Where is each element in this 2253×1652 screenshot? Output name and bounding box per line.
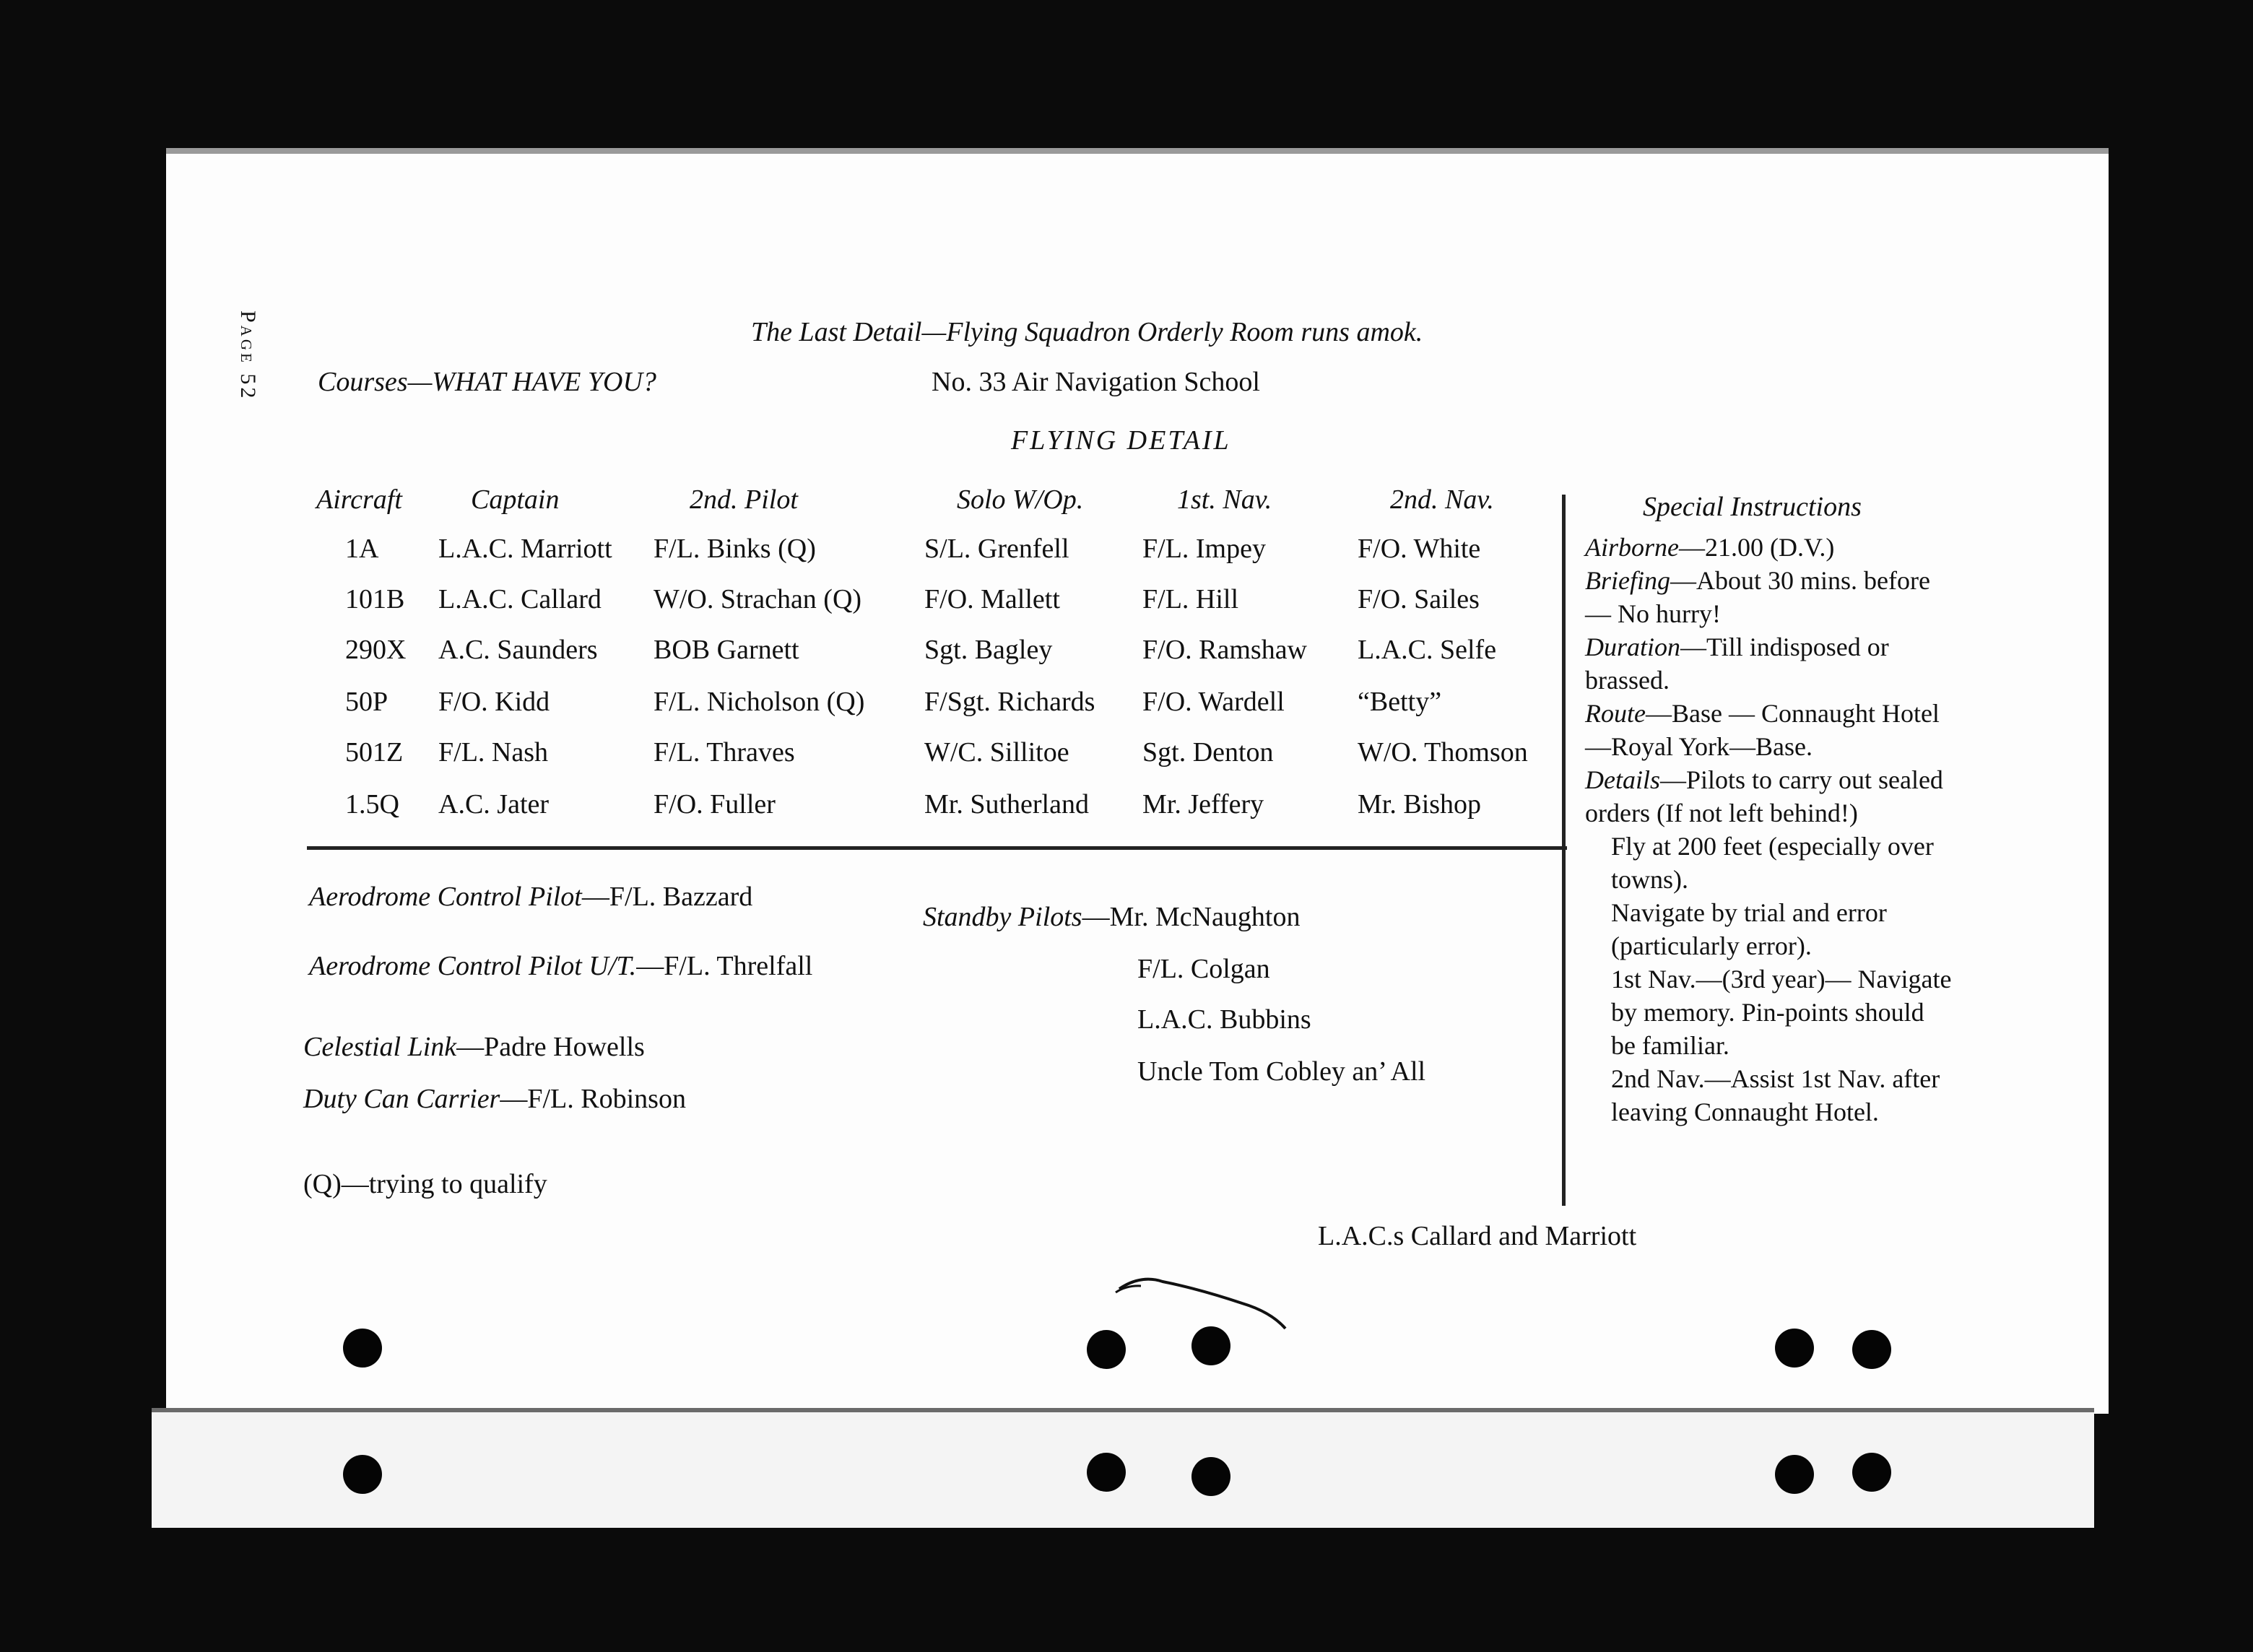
role-duty-can-carrier: Duty Can Carrier—F/L. Robinson: [303, 1084, 686, 1114]
cell-solo-wop: W/C. Sillitoe: [924, 737, 1069, 768]
cell-aircraft: 290X: [345, 635, 407, 665]
si-navigate-trial: Navigate by trial and error (particularly error).: [1611, 898, 1887, 960]
punch-hole: [343, 1455, 382, 1494]
qualify-note: (Q)—trying to qualify: [303, 1169, 547, 1199]
si-briefing: Briefing—About 30 mins. before— No hurry!: [1585, 566, 1930, 628]
subtitle: The Last Detail—Flying Squadron Orderly Room runs amok.: [751, 317, 1423, 347]
cell-second-pilot: F/O. Fuller: [654, 789, 776, 820]
cell-first-nav: Mr. Jeffery: [1142, 789, 1264, 820]
punch-hole: [1775, 1329, 1814, 1368]
cell-aircraft: 1A: [345, 534, 379, 564]
standby-pilot-3: L.A.C. Bubbins: [1137, 1004, 1311, 1035]
column-divider: [1562, 495, 1566, 1206]
special-instructions-title: Special Instructions: [1643, 492, 1862, 522]
cell-aircraft: 501Z: [345, 737, 404, 768]
cell-aircraft: 1.5Q: [345, 789, 399, 820]
cell-solo-wop: F/Sgt. Richards: [924, 687, 1095, 717]
si-route: Route—Base — Connaught Hotel—Royal York—Base.: [1585, 699, 1940, 761]
punch-hole: [1852, 1330, 1891, 1369]
cell-aircraft: 50P: [345, 687, 388, 717]
si-duration: Duration—Till indisposed or brassed.: [1585, 632, 1889, 695]
special-instructions: [1585, 531, 1953, 1129]
col-solo-wop: Solo W/Op.: [957, 484, 1084, 515]
punch-hole: [1087, 1453, 1126, 1492]
cell-captain: L.A.C. Marriott: [438, 534, 612, 564]
standby-pilot-1: Standby Pilots—Mr. McNaughton: [923, 902, 1301, 932]
cell-solo-wop: Sgt. Bagley: [924, 635, 1053, 665]
table-divider: [307, 846, 1567, 850]
detail-title: FLYING DETAIL: [1011, 425, 1231, 456]
cell-captain: A.C. Jater: [438, 789, 550, 820]
cell-captain: A.C. Saunders: [438, 635, 598, 665]
cell-second-pilot: F/L. Thraves: [654, 737, 795, 768]
standby-pilot-4: Uncle Tom Cobley an’ All: [1137, 1056, 1426, 1087]
col-2nd-nav: 2nd. Nav.: [1390, 484, 1494, 515]
cell-captain: F/O. Kidd: [438, 687, 550, 717]
school-name: No. 33 Air Navigation School: [932, 367, 1260, 397]
role-aerodrome-control-pilot-ut: Aerodrome Control Pilot U/T.—F/L. Threlfall: [309, 951, 813, 981]
cell-solo-wop: F/O. Mallett: [924, 584, 1060, 614]
si-details: Details—Pilots to carry out sealed orders (If not left behind!): [1585, 765, 1943, 827]
cell-captain: F/L. Nash: [438, 737, 548, 768]
si-2nd-nav: 2nd Nav.—Assist 1st Nav. after leaving Connaught Hotel.: [1611, 1064, 1940, 1126]
col-captain: Captain: [471, 484, 560, 515]
cell-second-nav: W/O. Thomson: [1358, 737, 1528, 768]
col-aircraft: Aircraft: [316, 484, 402, 515]
cell-first-nav: F/O. Ramshaw: [1142, 635, 1307, 665]
punch-hole: [1191, 1457, 1230, 1496]
cell-second-pilot: BOB Garnett: [654, 635, 799, 665]
si-airborne: Airborne—21.00 (D.V.): [1585, 533, 1835, 562]
signature-line: L.A.C.s Callard and Marriott: [1318, 1221, 1637, 1251]
cell-second-pilot: F/L. Nicholson (Q): [654, 687, 865, 717]
si-1st-nav: 1st Nav.—(3rd year)— Navigate by memory. Pin-points should be familiar.: [1611, 965, 1952, 1060]
cell-second-pilot: W/O. Strachan (Q): [654, 584, 862, 614]
cell-captain: L.A.C. Callard: [438, 584, 602, 614]
col-2nd-pilot: 2nd. Pilot: [690, 484, 798, 515]
cell-second-pilot: F/L. Binks (Q): [654, 534, 816, 564]
cell-second-nav: L.A.C. Selfe: [1358, 635, 1497, 665]
page-number: Page 52: [236, 310, 260, 401]
cell-solo-wop: Mr. Sutherland: [924, 789, 1089, 820]
cell-second-nav: F/O. White: [1358, 534, 1481, 564]
cell-second-nav: “Betty”: [1358, 687, 1442, 717]
cell-second-nav: Mr. Bishop: [1358, 789, 1482, 820]
role-aerodrome-control-pilot: Aerodrome Control Pilot—F/L. Bazzard: [309, 882, 753, 912]
cell-first-nav: Sgt. Denton: [1142, 737, 1274, 768]
punch-hole: [1087, 1330, 1126, 1369]
role-celestial-link: Celestial Link—Padre Howells: [303, 1032, 645, 1062]
punch-hole: [343, 1329, 382, 1368]
cell-first-nav: F/O. Wardell: [1142, 687, 1285, 717]
cell-second-nav: F/O. Sailes: [1358, 584, 1480, 614]
col-1st-nav: 1st. Nav.: [1177, 484, 1272, 515]
punch-hole: [1191, 1326, 1230, 1365]
punch-hole: [1775, 1455, 1814, 1494]
courses-line: Courses—WHAT HAVE YOU?: [318, 367, 656, 397]
standby-pilot-2: F/L. Colgan: [1137, 954, 1270, 984]
punch-hole: [1852, 1453, 1891, 1492]
si-fly-altitude: Fly at 200 feet (especially over towns).: [1611, 832, 1934, 894]
cell-aircraft: 101B: [345, 584, 405, 614]
cell-first-nav: F/L. Impey: [1142, 534, 1266, 564]
cell-solo-wop: S/L. Grenfell: [924, 534, 1069, 564]
cell-first-nav: F/L. Hill: [1142, 584, 1239, 614]
